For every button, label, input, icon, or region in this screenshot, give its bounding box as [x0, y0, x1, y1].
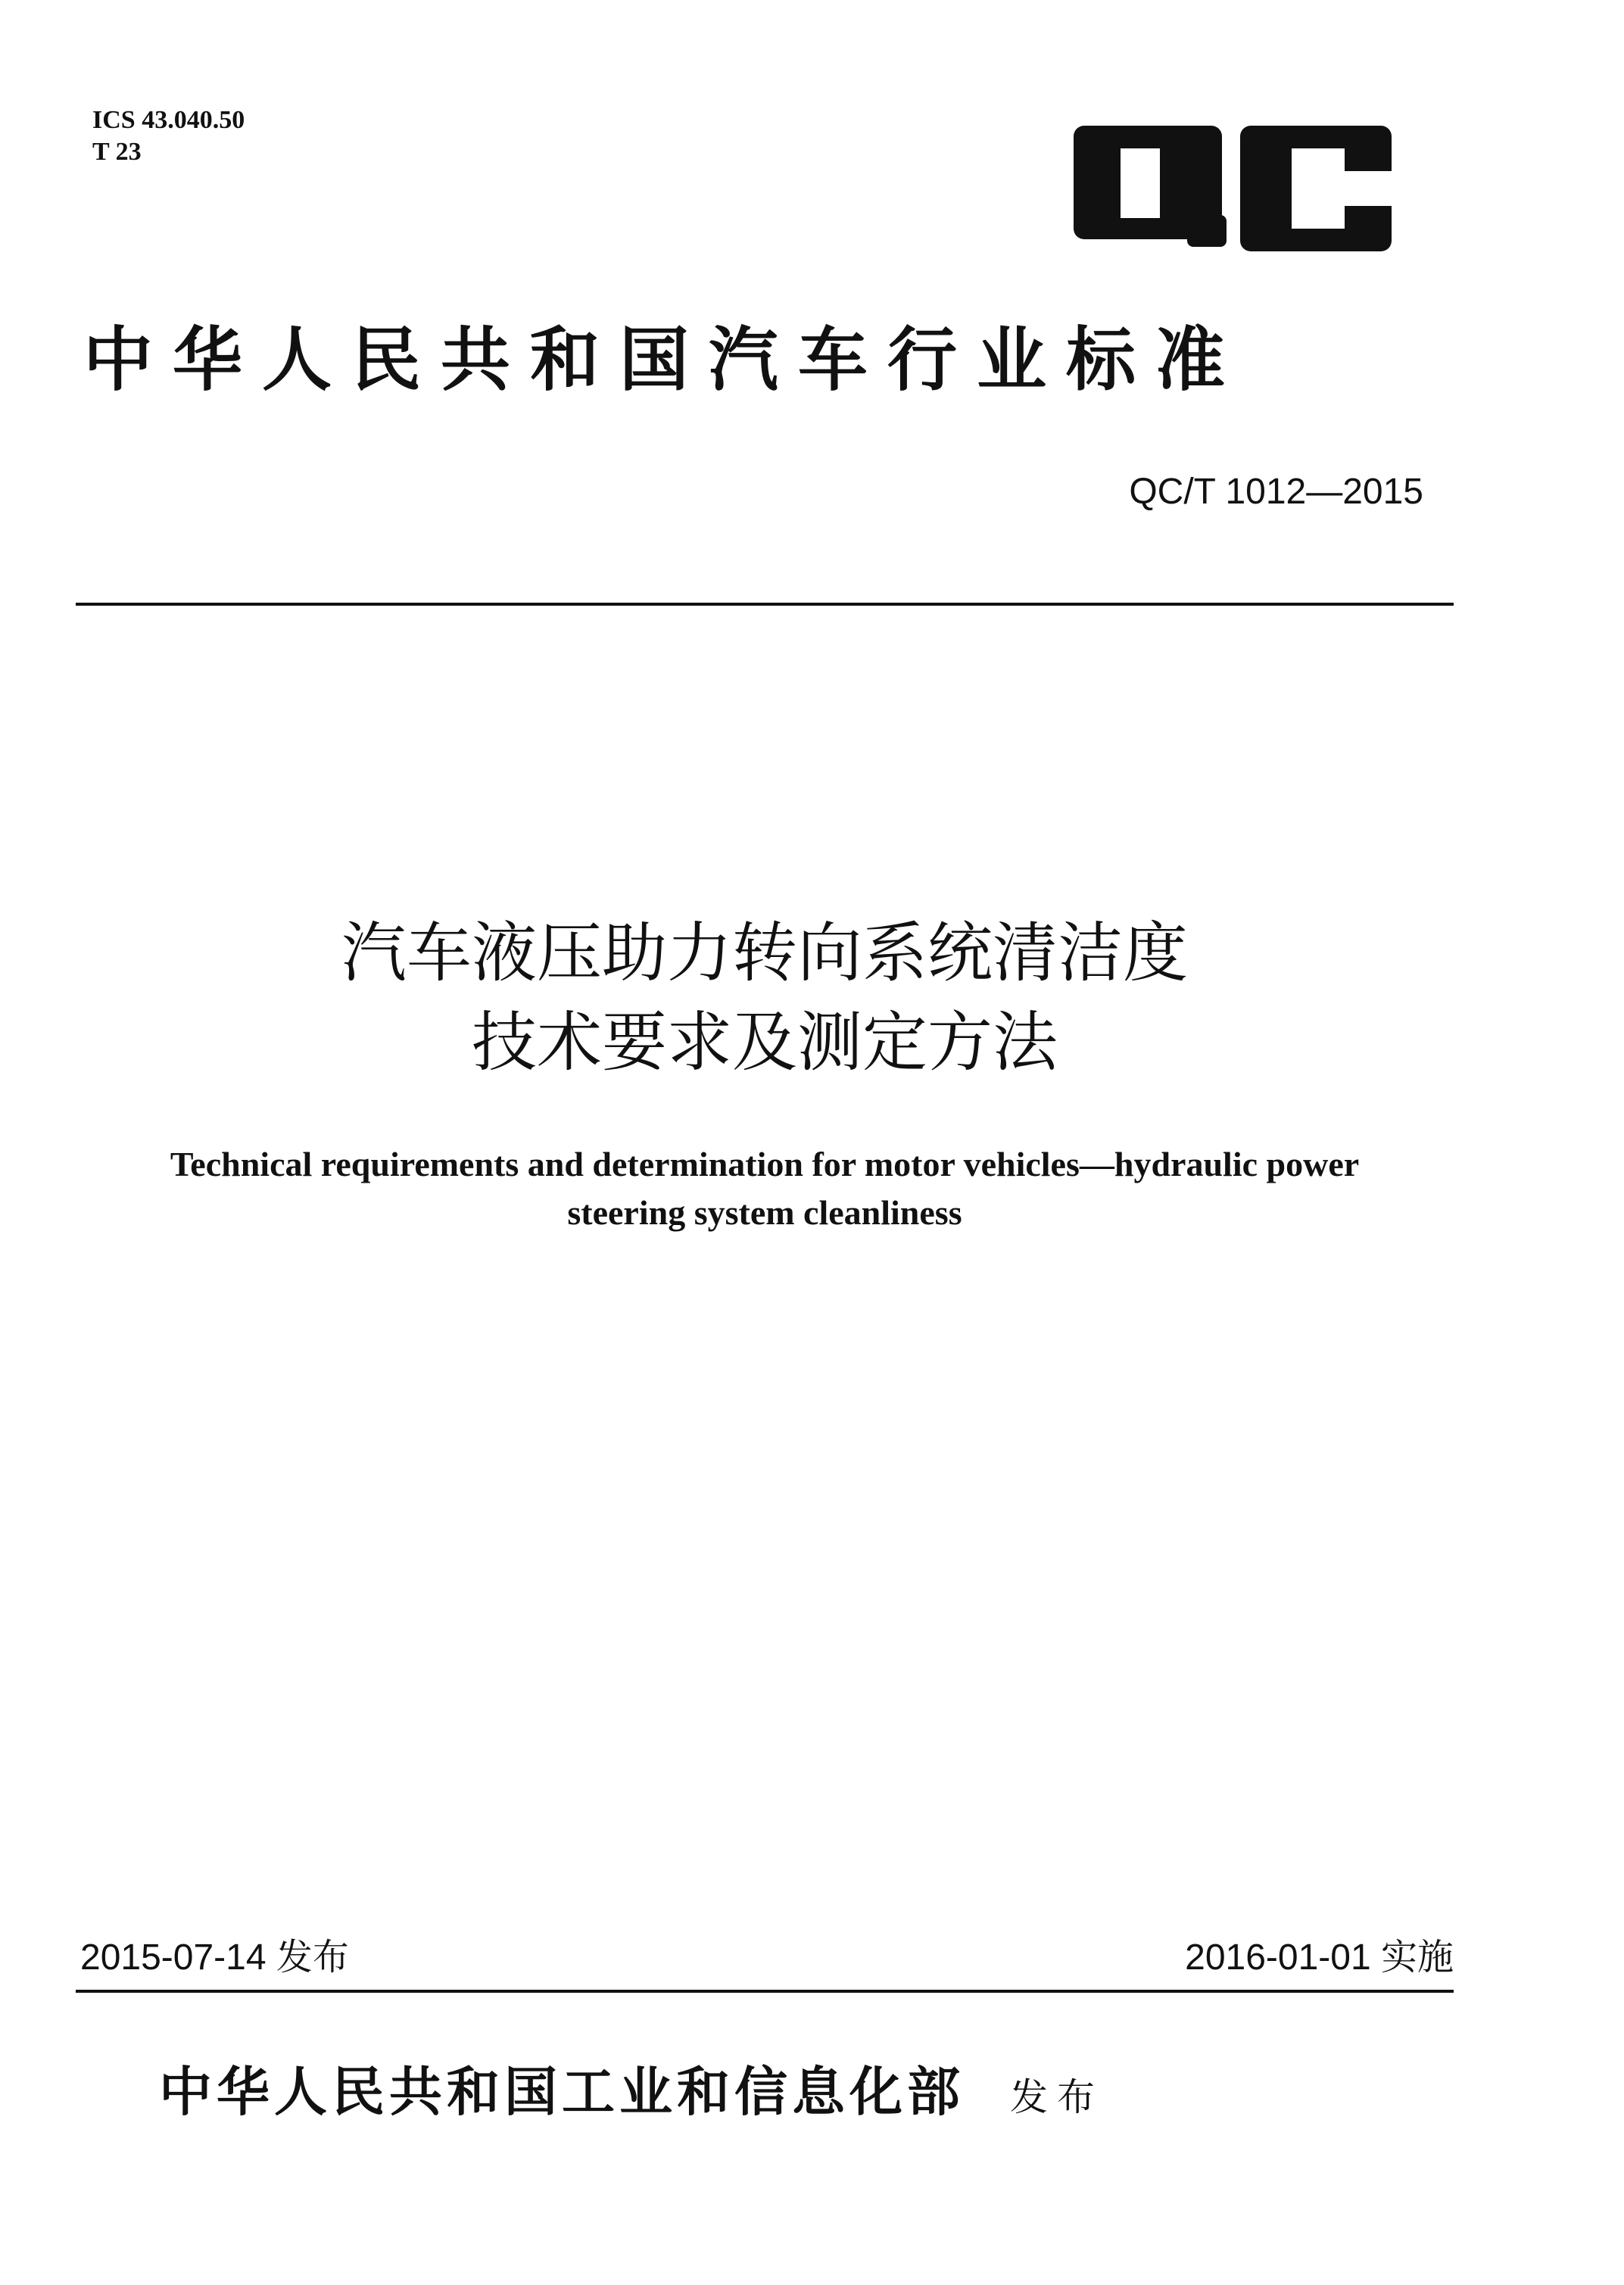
publisher-suffix: 发布: [1010, 2075, 1104, 2119]
logo-q-tail: [1187, 215, 1227, 247]
classification-codes: [92, 104, 245, 168]
issue-date: 2015-07-14 发布: [80, 1937, 349, 1978]
logo-q-inner: [1121, 148, 1160, 218]
english-title: [76, 1140, 1454, 1237]
standard-category-title: 中华人民共和国汽车行业标准: [83, 319, 1245, 401]
ccs-code: T 23: [92, 138, 142, 166]
qc-logo: [1074, 126, 1392, 256]
publisher-name: 中华人民共和国工业和信息化部: [159, 2060, 965, 2123]
top-divider: [76, 603, 1454, 606]
bottom-divider: [76, 1990, 1454, 1993]
chinese-title: [76, 909, 1454, 1087]
chinese-title-line-2: 技术要求及测定方法: [472, 1005, 1058, 1080]
english-title-line-1: Technical requirements and determination for motor vehicles—hydraulic power: [170, 1145, 1360, 1183]
logo-c-gap: [1329, 171, 1392, 206]
implementation-date: 2016-01-01 实施: [1185, 1937, 1454, 1978]
publisher-line: [159, 2058, 1386, 2131]
standard-number: QC/T 1012—2015: [1129, 472, 1423, 512]
ics-code: ICS 43.040.50: [92, 106, 245, 134]
chinese-title-line-1: 汽车液压助力转向系统清洁度: [341, 915, 1188, 991]
english-title-line-2: steering system cleanliness: [567, 1193, 962, 1232]
